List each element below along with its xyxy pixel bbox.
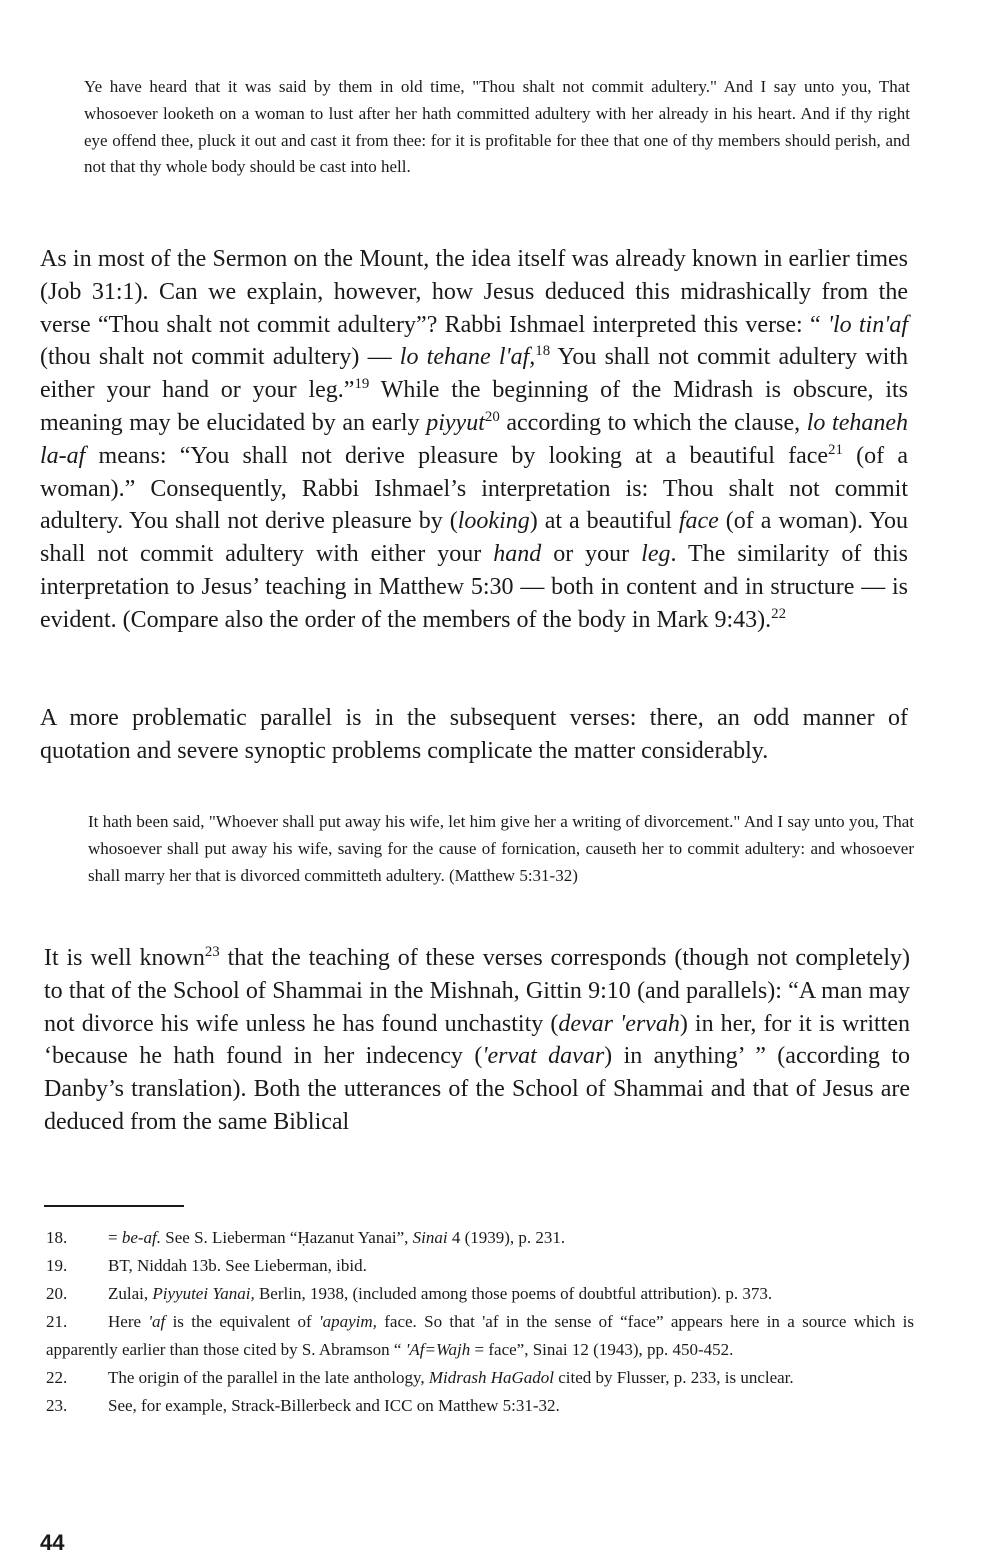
paragraph-text: ) in anything’ ” (according to Danby’s translation). Both the utterances of the School of Shammai and that of Jesus are deduced from the same Biblical [44,1043,910,1135]
paragraph-text: A more problematic parallel is in the subsequent verses: there, an odd manner of quotation and severe synoptic problems complicate the matter considerably. [40,705,908,764]
footnote-text: Berlin, 1938, (included among those poems of doubtful attribution). p. 373. [254,1284,773,1303]
paragraph-text: that the teaching of these verses corresponds (though not completely) to that of the School of Shammai in the Mishnah, Gittin 9:10 (and parallels): “A man may not divorce his wife unless he has found unchastity ( [44,945,910,1037]
footnote-ref: 20 [484,408,500,425]
footnote-text: 4 (1939), p. 231. [447,1228,566,1247]
footnote-text: Here [108,1312,149,1331]
footnote-italic: 'apayim, [318,1312,377,1331]
footnote-text: Zulai, [108,1284,153,1303]
page-number: 44 [40,1530,65,1555]
footnote-ref: 18 [535,343,551,360]
footnote-ref: 21 [828,441,843,458]
footnote-ref: 19 [354,375,370,392]
footnote-text: See S. Lieberman “Ḥazanut Yanai”, [161,1228,413,1247]
italic-term: 'lo tin'af [827,311,908,338]
footnote [46,1392,914,1420]
footnote-ref: 23 [204,943,220,960]
body-paragraph-2 [40,702,908,768]
footnote-text: is the equivalent of [165,1312,319,1331]
paragraph-text: ) at a beautiful [529,508,679,535]
footnote-text: = [108,1228,122,1247]
paragraph-text: (of a woman). You shall not commit adultery with either your [40,508,909,568]
body-paragraph-1 [40,243,908,637]
footnote-number: 22. [46,1368,68,1387]
footnote-italic: 'af [148,1312,166,1331]
footnote-text: = face”, Sinai 12 (1943), pp. 450-452. [470,1340,734,1359]
footnote-italic: be-af. [121,1228,162,1247]
paragraph-text: While the beginning of the Midrash is obscure, its meaning may be elucidated by an early [40,377,909,436]
footnote-text: cited by Flusser, p. 233, is unclear. [554,1368,794,1387]
footnote [46,1224,914,1252]
paragraph-text: ) in her, for it is written ‘because he hath found in her indecency ( [44,1010,911,1070]
paragraph-text: It is well known [44,945,205,971]
body-paragraph-3 [44,942,910,1139]
footnote-number: 19. [46,1256,68,1275]
footnote-text: face. So that 'af in the sense of “face” appears here in a source which is apparently earlier than those cited by S. Abramson “ [46,1312,915,1359]
italic-term: devar 'ervah [558,1010,680,1037]
footnote-number: 21. [46,1312,68,1331]
footnote-divider [44,1205,184,1207]
italic-term: leg [641,541,671,568]
quote-text: It hath been said, "Whoever shall put away his wife, let him give her a writing of divorcement." And I say unto you, That whosoever shall put away his wife, saving for the cause of fornication, causeth her to commit adultery: and whosoever shall marry her that is divorced committeth adultery. (Matthew 5:31-32) [88,812,914,885]
footnote-italic: Piyyutei Yanai, [152,1284,255,1303]
footnotes [46,1224,914,1420]
footnote-italic: Sinai [412,1228,448,1247]
footnote [46,1280,914,1308]
quote-text: Ye have heard that it was said by them in old time, "Thou shalt not commit adultery." And I say unto you, That whosoever looketh on a woman to lust after her hath committed adultery with her already in his heart. And if thy right eye offend thee, pluck it out and cast it from thee: for it is profitable for thee that one of thy members should perish, and not that thy whole body should be cast into hell. [84,77,910,177]
paragraph-text: means: “You shall not derive pleasure by looking at a beautiful face [85,442,829,469]
italic-term: lo tehane l'af, [399,344,536,371]
footnote-italic: Midrash HaGadol [428,1368,555,1387]
italic-term: 'ervat davar [482,1043,605,1070]
italic-term: looking [457,508,530,535]
italic-term: lo tehaneh la-af [40,409,909,469]
paragraph-text: or your [541,541,642,568]
footnote-text: The origin of the parallel in the late anthology, [108,1368,429,1387]
paragraph-text: (of a woman).” Consequently, Rabbi Ishmael’s interpretation is: Thou shalt not commit adultery. You shall not derive pleasure by ( [40,442,909,535]
paragraph-text: As in most of the Sermon on the Mount, the idea itself was already known in earlier times (Job 31:1). Can we explain, however, how Jesus deduced this midrashically from the verse “Thou shalt not commit adultery”? Rabbi Ishmael interpreted this verse: “ [40,246,908,338]
footnote-number: 23. [46,1396,68,1415]
footnote [46,1308,914,1364]
footnote [46,1252,914,1280]
paragraph-text: You shall not commit adultery with either your hand or your leg.” [40,344,908,404]
footnote-number: 20. [46,1284,68,1303]
footnote-text: BT, Niddah 13b. See Lieberman, ibid. [108,1256,367,1275]
footnote [46,1364,914,1392]
italic-term: piyyut [426,409,485,436]
footnote-number: 18. [46,1228,68,1247]
footnote-ref: 22 [771,605,787,622]
block-quote-matthew-5-31 [88,808,914,889]
italic-term: hand [493,541,542,568]
italic-term: face [678,508,719,535]
paragraph-text: according to which the clause, [499,409,807,436]
paragraph-text: . The similarity of this interpretation to Jesus’ teaching in Matthew 5:30 — both in content and in structure — is evident. (Compare also the order of the members of the body in Mark 9:43). [40,541,909,633]
footnote-text: See, for example, Strack-Billerbeck and ICC on Matthew 5:31-32. [108,1396,560,1415]
block-quote-matthew-5-27 [84,74,910,181]
footnote-italic: 'Af=Wajh [405,1340,471,1359]
paragraph-text: (thou shalt not commit adultery) — [40,344,400,371]
